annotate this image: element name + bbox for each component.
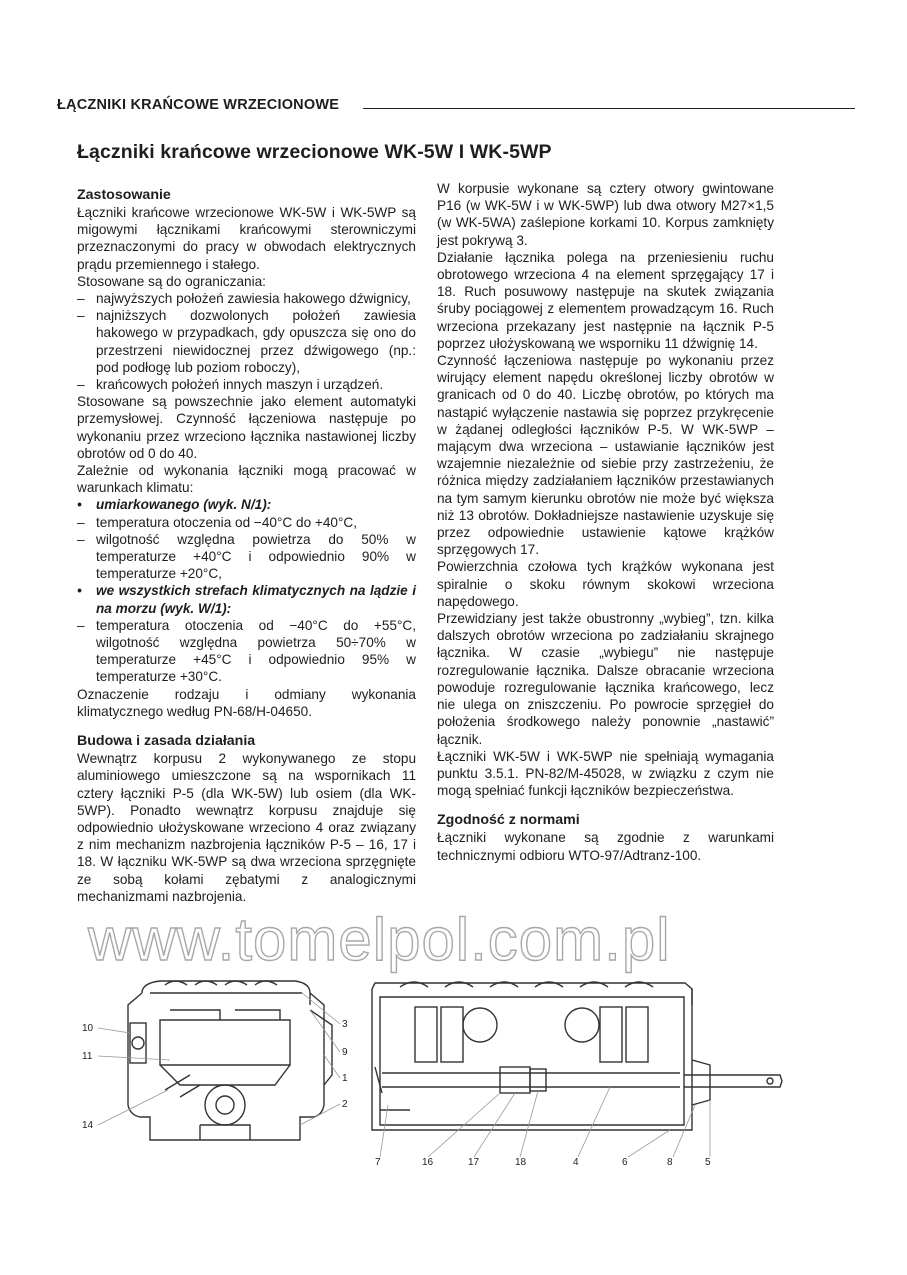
right-column	[437, 180, 774, 864]
figure-label: 1	[342, 1073, 348, 1084]
paragraph: Stosowane są powszechnie jako element automatyki przemysłowej. Czynność łączeniowa następuje po wykonaniu przez wrzeciono łącznika nastawionej liczby obrotów od 0 do 40.	[77, 394, 416, 461]
figure-label: 16	[422, 1157, 434, 1168]
heading-budowa: Budowa i zasada działania	[77, 733, 256, 750]
figure-label: 6	[622, 1157, 628, 1168]
paragraph: Wewnątrz korpusu 2 wykonywanego ze stopu aluminiowego umieszczone są na wspornikach 11 cztery łączniki P-5 (dla WK-5W) lub osiem (dla WK-5WP). Ponadto wewnątrz korpusu znajduje się odpowiednio ułożyskowane wrzeciono 4 oraz związany z nim mechanizm nazbrojenia łączników P-5 – 16, 17 i 18. W łączniku WK-5WP są dwa wrzeciona sprzęgnięte ze sobą kołami zębatymi z analogicznymi mechanizmami nazbrojenia.	[77, 751, 416, 904]
figure-label: 17	[468, 1157, 480, 1168]
figure-label: 8	[667, 1157, 673, 1168]
figure-label: 4	[573, 1157, 579, 1168]
left-leaders	[98, 993, 340, 1125]
figure-label: 10	[82, 1023, 94, 1034]
heading-zgodnosc: Zgodność z normami	[437, 812, 580, 829]
paragraph: Powierzchnia czołowa tych krążków wykonana jest spiralnie o skoku równym skokowi wrzeciona napędowego.	[437, 559, 774, 609]
paragraph: W korpusie wykonane są cztery otwory gwintowane P16 (w WK-5W i w WK-5WP) lub dwa otwory M27×1,5 (w WK-5WA) zaślepione korkami 10. Korpus zamknięty jest pokrywą 3.	[437, 181, 774, 248]
heading-zastosowanie: Zastosowanie	[77, 187, 171, 203]
section-title: ŁĄCZNIKI KRAŃCOWE WRZECIONOWE	[57, 97, 340, 113]
list-item: – temperatura otoczenia od −40°C do +40°C,	[77, 514, 358, 530]
left-column	[77, 186, 416, 905]
right-leaders	[380, 1087, 710, 1157]
figure-label: 11	[82, 1051, 93, 1062]
list-item: – najwyższych położeń zawiesia hakowego dźwignicy,	[77, 291, 411, 307]
document-title: Łączniki krańcowe wrzecionowe WK-5W I WK-5WP	[77, 141, 552, 163]
figure-label: 18	[515, 1157, 527, 1168]
list-item: – temperatura otoczenia od −40°C do +55°C, wilgotność względna powietrza 50÷70% w temperaturze +45°C i odpowiednio 95% w temperaturze +30°C.	[77, 617, 416, 685]
figure-label: 14	[82, 1120, 94, 1131]
list-item: – krańcowych położeń innych maszyn i urządzeń.	[77, 377, 384, 393]
right-view-drawing	[372, 982, 782, 1130]
climate-heading: • we wszystkich strefach klimatycznych na lądzie i na morzu (wyk. W/1):	[77, 583, 416, 616]
figure-label: 2	[342, 1099, 348, 1110]
paragraph: Działanie łącznika polega na przeniesieniu ruchu obrotowego wrzeciona 4 na element sprzęgający 17 i 18. Ruch posuwowy następuje na skutek związania śruby pociągowej z elementem prowadzącym 16. Ruch wrzeciona przekazany jest następnie na łącznik P-5 poprzez ułożyskowaną we wsporniku 11 dźwignię 14.	[437, 249, 774, 351]
left-view-drawing	[128, 981, 332, 1140]
list-item: – wilgotność względna powietrza do 50% w temperaturze +40°C i odpowiednio 90% w temperaturze +20°C,	[77, 531, 416, 582]
technical-drawing	[70, 965, 790, 1175]
paragraph: Łączniki krańcowe wrzecionowe WK-5W i WK-5WP są migowymi łącznikami krańcowymi sterowniczymi przeznaczonymi do pracy w obwodach elektrycznych prądu przemiennego i stałego.	[77, 205, 416, 272]
figure-label: 5	[705, 1157, 711, 1168]
paragraph: Oznaczenie rodzaju i odmiany wykonania klimatycznego według PN-68/H-04650.	[77, 686, 416, 719]
paragraph: Łączniki wykonane są zgodnie z warunkami technicznymi odbioru WTO-97/Adtranz-100.	[437, 830, 774, 863]
paragraph: Łączniki WK-5W i WK-5WP nie spełniają wymagania punktu 3.5.1. PN-82/M-45028, w związku z czym nie mogą spełniać funkcji łączników bezpieczeństwa.	[437, 748, 774, 799]
paragraph: Przewidziany jest także obustronny „wybieg”, tzn. kilka dalszych obrotów wrzeciona po zadziałaniu skrajnego łącznika. W czasie „wybiegu” nie następuje rozregulowanie łącznika. Dalsze obracanie wrzeciona powoduje rozregulowanie łącznika krańcowego, lecz nie ulega on zniszczeniu. Po powrocie sprzęgieł do położenia środkowego należy ponownie „nastawić” łącznik.	[437, 611, 774, 747]
climate-heading: • umiarkowanego (wyk. N/1):	[77, 497, 272, 513]
list-item: – najniższych dozwolonych położeń zawiesia hakowego w przypadkach, gdy opuszcza się ono do przestrzeni niewidocznej przez dźwigowego (np.: pod podłogę lub poziom roboczy),	[77, 308, 416, 375]
figure-label: 9	[342, 1047, 348, 1058]
watermark: www.tomelpol.com.pl	[88, 906, 671, 973]
header-rule	[363, 108, 855, 109]
page-header	[57, 96, 797, 118]
paragraph: Zależnie od wykonania łączniki mogą pracować w warunkach klimatu:	[77, 463, 416, 496]
figure-label: 7	[375, 1157, 381, 1168]
paragraph: Stosowane są do ograniczania:	[77, 273, 266, 289]
paragraph: Czynność łączeniowa następuje po wykonaniu przez wirujący element napędu określonej liczby obrotów w granicach od 0 do 40. Liczbę obrotów, po których ma nastąpić wyłączenie nastawia się poprzez przykręcenie w żądanej odległości łączników P-5. W WK-5WP – mającym dwa wrzeciona – ustawianie łączników jest wzajemnie niezależnie od siebie przy zastrzeżeniu, że różnica między zadziałaniem łączników przestawianych na tym samym kierunku obrotów nie może być większa niż 13 obrotów. Dokładniejsze nastawienie uzyskuje się przez odpowiednie ustawienie kątowe krążków sprzęgowych 17.	[437, 353, 774, 558]
figure-label: 3	[342, 1019, 348, 1030]
